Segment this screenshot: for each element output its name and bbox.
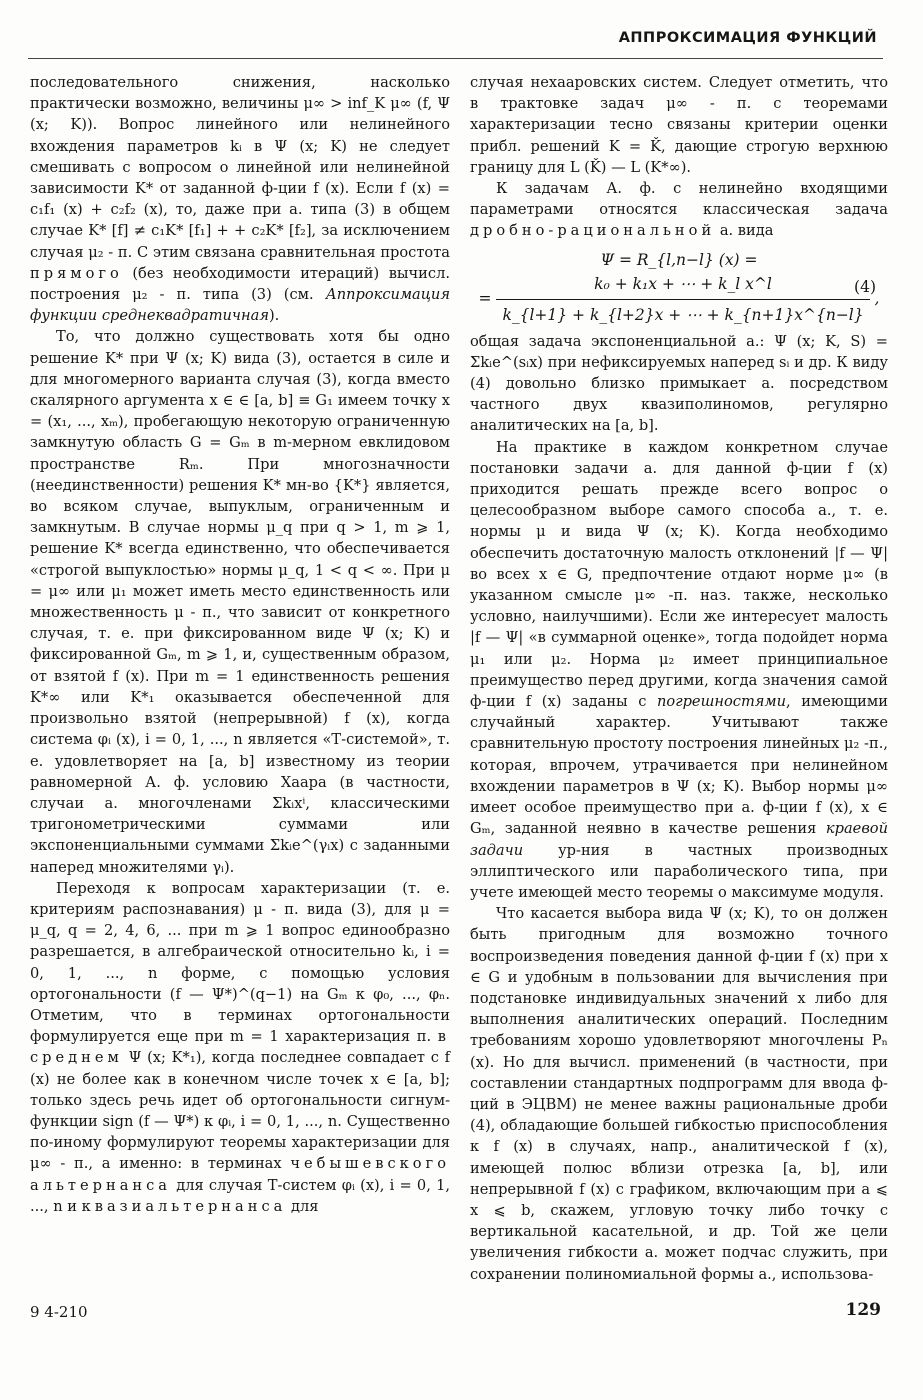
signature-mark: 9 4-210 [30,1303,88,1321]
right-paragraph-2: К задачам А. ф. с нелинейно входящими параметрами относятся классическая задача дробно-рациональной а. вида [470,180,888,240]
left-column [30,72,450,1217]
running-head: АППРОКСИМАЦИЯ ФУНКЦИЙ [618,30,877,46]
formula-fraction [496,272,869,327]
right-paragraph-4: На практике в каждом конкретном случае постановки задачи а. для данной ф-ции f (x) приходится решать прежде всего вопрос о целесообразном выборе самого способа а., т. е. нормы μ и вида Ψ (x; K). Когда необходимо обеспечить достаточную малость отклонений |f — Ψ| во всех x ∈ G, предпочтение отдают норме μ∞ (в указанном смысле μ∞ -п. наз. также, несколько условно, наилучшими). Если же интересует малость |f — Ψ| «в суммарной оценке», тогда подойдет норма μ₁ или μ₂. Норма μ₂ имеет принципиальное преимущество перед другими, когда значения самой ф-ции f (x) заданы с погрешностями, имеющими случайный характер. Учитывают также сравнительную простоту построения линейных μ₂ -п., которая, впрочем, утрачивается при нелинейном вхождении параметров в Ψ (x; K). Выбор нормы μ∞ имеет особое преимущество при а. ф-ции f (x), x ∈ Gₘ, заданной неявно в качестве решения краевой задачи ур-ния в частных производных эллиптического или параболического типа, при учете имеющей место теоремы о максимуме модуля. [470,438,888,901]
header-rule [28,58,883,59]
right-column [470,72,888,1285]
left-paragraph-2: То, что должно существовать хотя бы одно решение K* при Ψ (x; K) вида (3), остается в силе и для многомерного варианта случая (3), когда вместо скалярного аргумента x ∈ ∈ [a, b] ≡ G₁ имеем точку x = (x₁, ..., xₘ), пробегающую некоторую ограниченную замкнутую область G = Gₘ в m-мерном евклидовом пространстве Rₘ. При многозначности (неединственности) решения K* мн-во {K*} является, во всяком случае, выпуклым, ограниченным и замкнутым. В случае нормы μ_q при q > 1, m ⩾ 1, решение K* всегда единственно, что обеспечивается «строгой выпуклостью» нормы μ_q, 1 < q < ∞. При μ = μ∞ или μ₁ может иметь место единственность или множественность μ - п., что зависит от конкретного случая, т. е. при фиксированном виде Ψ (x; K) и фиксированной Gₘ, m ⩾ 1, и, существенным образом, от взятой f (x). При m = 1 единственность решения K*∞ или K*₁ оказывается обеспеченной для произвольно взятой (непрерывной) f (x), когда система φᵢ (x), i = 0, 1, ..., n является «Т-системой», т. е. удовлетворяет на [a, b] известному из теории равномерной А. ф. условию Хаара (в частности, случаи а. многочленами Σkᵢxⁱ, классическими тригонометрическими суммами или экспоненциальными суммами Σkᵢe^(γᵢx) с заданными наперед множителями γᵢ). [30,328,450,876]
formula-denominator: k_{l+1} + k_{l+2}x + ⋯ + k_{n+1}x^{n−l} [502,305,864,324]
formula-numerator: k₀ + k₁x + ⋯ + k_l x^l [496,272,869,300]
formula-line-1: Ψ = R_{l,n−l} (x) = [600,250,758,269]
left-paragraph-3: Переходя к вопросам характеризации (т. е. критериям распознавания) μ - п. вида (3), для μ = μ_q, q = 2, 4, 6, ... при m ⩾ 1 вопрос единообразно разрешается, в алгебраической относительно kᵢ, i = 0, 1, ..., n форме, с помощью условия ортогональности (f — Ψ*)^(q−1) на Gₘ к φ₀, ..., φₙ. Отметим, что в терминах ортогональности формулируется еще при m = 1 характеризация п. в среднем Ψ (x; K*₁), когда последнее совпадает с f (x) не более как в конечном числе точек x ∈ [a, b]; только здесь речь идет об ортогональности сигнум-функции sign (f — Ψ*) к φᵢ, i = 0, 1, ..., n. Существенно по-иному формулируют теоремы характеризации для μ∞ - п., а именно: в терминах чебышевского альтернанса для случая Т-систем φᵢ (x), i = 0, 1, ..., n и квазиальтернанса для [30,879,451,1215]
formula-4 [470,248,888,327]
formula-line-2: = $\frac{\text{k₀ + k₁x + ⋯ + k\_l x\textasciicircum{}l}}{k\_\{l+1\} + k\_\{l+2\}x + \cdots + k\_\{n+1\}x\^{}\{n-l\}}$ , [470,272,888,327]
right-paragraph-3: общая задача экспоненциальной а.: Ψ (x; K, S) = Σkᵢe^(sᵢx) при нефиксируемых наперед sᵢ и др. К виду (4) довольно близко примыкает а. посредством частного двух квазиполиномов, регулярно аналитических на [a, b]. [470,332,888,435]
formula-number: (4) [854,278,876,297]
left-paragraph-1: последовательного снижения, насколько практически возможно, величины μ∞ > inf_K μ∞ (f, Ψ (x; K)). Вопрос линейного или нелинейного вхождения параметров kᵢ в Ψ (x; K) не следует смешивать с вопросом о линейной или нелинейной зависимости K* от заданной ф-ции f (x). Если f (x) = c₁f₁ (x) + c₂f₂ (x), то, даже при а. типа (3) в общем случае K* [f] ≠ c₁K* [f₁] + + c₂K* [f₂], за исключением случая μ₂ - п. С этим связана сравнительная простота прямого (без необходимости итераций) вычисл. построения μ₂ - п. типа (3) (см. Аппроксимация функции среднеквадратичная). [30,74,450,325]
right-paragraph-5: Что касается выбора вида Ψ (x; K), то он должен быть пригодным для возможно точного воспроизведения поведения данной ф-ции f (x) при x ∈ G и удобным в пользовании для вычисления при подстановке индивидуальных значений x либо для выполнения аналитических операций. Последним требованиям хорошо удовлетворяют многочлены Pₙ (x). Но для вычисл. применений (в частности, при составлении стандартных подпрограмм для ввода ф-ций в ЭЦВМ) не менее важны рациональные дроби (4), обладающие большей гибкостью приспособления к f (x) в случаях, напр., аналитической f (x), имеющей полюс вблизи отрезка [a, b], или непрерывной f (x) с графиком, включающим при a ⩽ x ⩽ b, скажем, угловую точку либо точку с вертикальной касательной, и др. Той же цели увеличения гибкости а. может подчас служить, при сохранении полиномиальной формы а., использова- [470,905,888,1283]
page-number: 129 [845,1300,881,1320]
right-paragraph-1: случая нехааровских систем. Следует отметить, что в трактовке задач μ∞ - п. с теоремами характеризации тесно связаны критерии оценки прибл. решений K = Ǩ, дающие строгую верхнюю границу для L (Ǩ) — L (K*∞). [470,74,888,176]
